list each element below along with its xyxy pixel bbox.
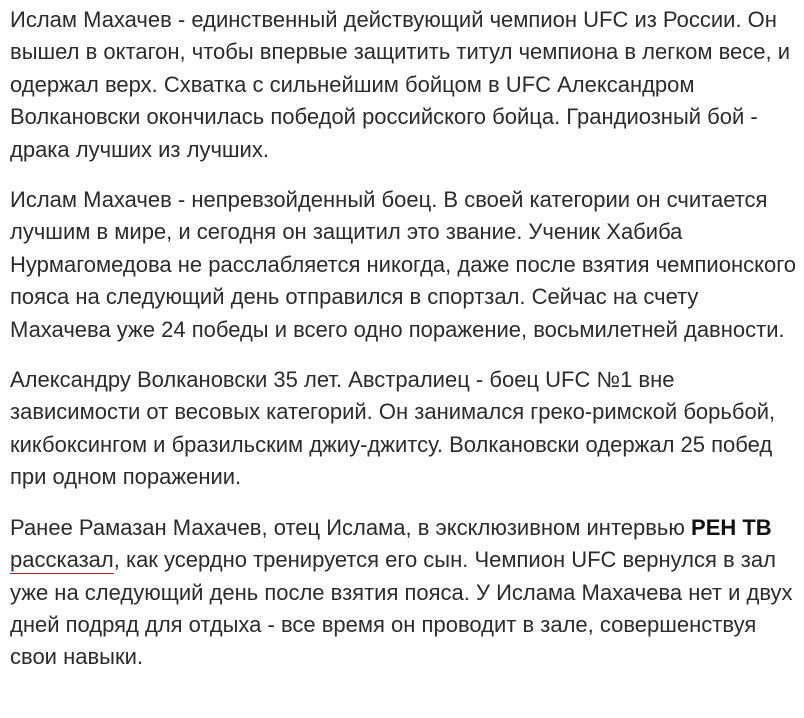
told-link[interactable]: рассказал: [10, 547, 114, 573]
source-name: РЕН ТВ: [691, 514, 772, 540]
paragraph-1: Ислам Махачев - единственный действующий чемпион UFC из России. Он вышел в октагон, чтобы впервые защитить титул чемпиона в легком весе, и одержал верх. Схватка с сильнейшим бойцом в UFC Александром Волкановски окончилась победой российского бойца. Грандиозный бой - драка лучших из лучших.: [10, 7, 791, 162]
paragraph-3: Александру Волкановски 35 лет. Австралиец - боец UFC №1 вне зависимости от весовых категорий. Он занимался греко-римской борьбой, кикбоксингом и бразильским джиу-джитсу. Волкановски одержал 25 побед при одном поражении.: [10, 367, 776, 490]
paragraph-4: [10, 512, 796, 674]
article-body: [10, 4, 796, 692]
paragraph-4-intro: Ранее Рамазан Махачев, отец Ислама, в эксклюзивном интервью: [10, 514, 692, 540]
paragraph-4-rest: , как усердно тренируется его сын. Чемпион UFC вернулся в зал уже на следующий день после взятия пояса. У Ислама Махачева нет и двух дней подряд для отдыха - все время он проводит в зале, совершенствуя свои навыки.: [10, 547, 793, 670]
paragraph-2: Ислам Махачев - непревзойденный боец. В своей категории он считается лучшим в мире, и сегодня он защитил это звание. Ученик Хабиба Нурмагомедова не расслабляется никогда, даже после взятия чемпионского пояса на следующий день отправился в спортзал. Сейчас на счету Махачева уже 24 победы и всего одно поражение, восьмилетней давности.: [10, 187, 796, 342]
